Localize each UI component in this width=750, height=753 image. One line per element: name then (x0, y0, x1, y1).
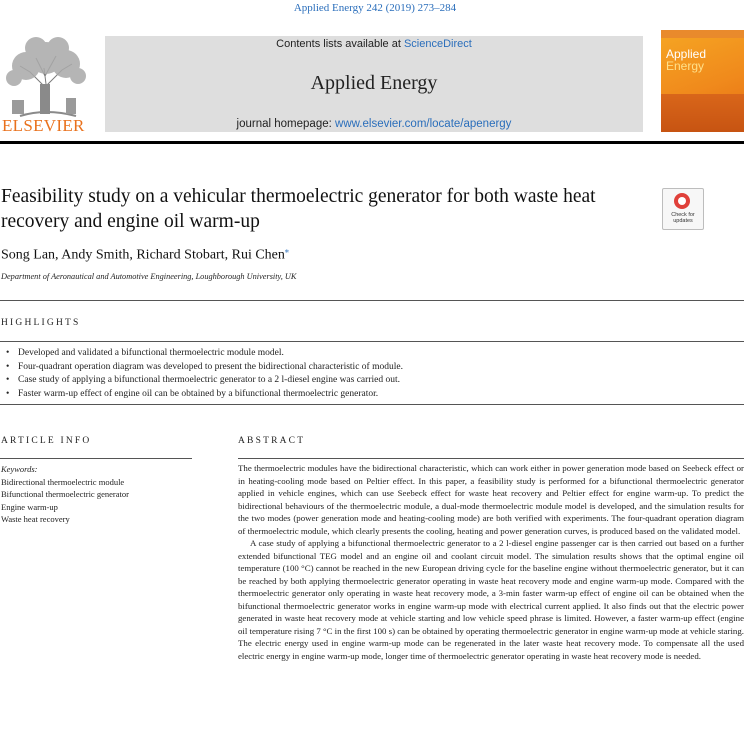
keywords-list (1, 476, 129, 525)
contents-prefix: Contents lists available at (276, 38, 404, 50)
keywords-label: Keywords: (1, 464, 38, 474)
sciencedirect-link[interactable]: ScienceDirect (403, 38, 472, 50)
journal-citation[interactable]: Applied Energy 242 (2019) 273–284 (293, 2, 457, 14)
divider-highlights-bottom (0, 341, 744, 342)
article-info-heading: ARTICLE INFO (1, 436, 92, 446)
divider-highlights-top (0, 300, 744, 301)
affiliation: Department of Aeronautical and Automotive Engineering, Loughborough University, UK (1, 272, 297, 281)
journal-cover-thumbnail[interactable] (661, 30, 744, 132)
elsevier-wordmark: ELSEVIER (2, 116, 85, 135)
highlights-heading: HIGHLIGHTS (1, 318, 81, 328)
contents-line (105, 38, 643, 50)
homepage-line (105, 118, 643, 130)
cover-title (666, 48, 706, 72)
cover-stripe (661, 94, 744, 132)
abstract-paragraph: The thermoelectric modules have the bidirectional characteristic, which can work either in power generation mode based on Seebeck effect or in heating-cooling mode based on Peltier effect. In this paper, a feasibility study is performed for a bifunctional thermoelectric generator applied in vehicle engines, which can use Seebeck effect for waste heat recovery and Peltier effect for engine warm-up. To predict the bidirectional behaviours of the thermoelectric module, a dual-mode thermoelectric module model is developed, and the simulation results for the two modes (power generation mode and heating-cooling mode) are both verified with experiments. The four-quadrant operation diagram of thermoelectric module, which clearly presents the cooling, heating and power generation curves, is produced based on the validated model. (238, 463, 744, 536)
journal-name: Applied Energy (310, 72, 438, 94)
author-list (1, 246, 289, 264)
keyword-item[interactable]: Bidirectional thermoelectric module (1, 477, 125, 487)
highlight-item: • Developed and validated a bifunctional thermoelectric module model. (6, 347, 741, 361)
divider-highlights-end (0, 404, 744, 405)
journal-homepage-link[interactable]: www.elsevier.com/locate/apenergy (335, 118, 512, 130)
abstract-body (238, 462, 744, 662)
keyword-item[interactable]: Bifunctional thermoelectric generator (1, 489, 129, 500)
corresponding-author-mark[interactable]: ⁎ (284, 246, 289, 255)
highlight-item: • Four-quadrant operation diagram was developed to present the bidirectional characteristic of module. (6, 361, 741, 375)
article-title: Feasibility study on a vehicular thermoelectric generator for both waste heat recovery and engine oil warm-up (1, 186, 596, 232)
highlights-list (6, 347, 741, 401)
cover-top-band (661, 30, 744, 38)
highlight-item: • Faster warm-up effect of engine oil can be obtained by a bifunctional thermoelectric generator. (6, 388, 741, 402)
divider-abstract (238, 458, 744, 459)
keyword-item[interactable]: Engine warm-up (1, 501, 58, 512)
highlight-item: • Case study of applying a bifunctional thermoelectric generator to a 2 l-diesel engine was carried out. (6, 374, 741, 388)
keyword-item[interactable]: Waste heat recovery (1, 513, 70, 524)
header-divider (0, 141, 744, 144)
homepage-prefix: journal homepage: (236, 118, 336, 130)
divider-article-info (0, 458, 192, 459)
crossmark-icon (674, 193, 690, 209)
abstract-heading: ABSTRACT (238, 436, 306, 446)
authors-names: Song Lan, Andy Smith, Richard Stobart, Rui Chen (1, 247, 285, 263)
cover-title-b: Energy (666, 59, 705, 73)
journal-header-box (105, 36, 643, 132)
check-for-updates-label: Check for updates (671, 212, 695, 224)
check-for-updates-button[interactable] (662, 188, 704, 230)
abstract-paragraph: A case study of applying a bifunctional thermoelectric generator to a 2 l-diesel engine passenger car is then carried out based on a further extended bifunctional TEG model and an engine oil and coolant circuit model. The simulation results shows that the optimal engine oil temperature (100 °C) cannot be reached in the new European driving cycle for the baseline engine without thermoelectric generator, but it can be reached by both applying thermoelectric generator operating in waste heat recovery mode and engine warm-up mode. Compared with the thermoelectric generator only operating in waste heat recovery mode, a 3-min faster warm-up effect of engine oil can be obtained when the bifunctional thermoelectric generator works in engine warm-up mode with electrical current applied. It also finds out that the electric power generated in waste heat recovery mode at vehicle starting and low vehicle speed phrase is limited. However, a faster warm-up effect (engine oil temperature rising 7 °C in the first 100 s) can be obtained by operating thermoelectric generator in engine warm-up mode at vehicle staring. The electric energy used in engine warm-up mode can be regenerated in the later waste heat recovery mode. To compensate all the used electric energy in engine warm-up mode, longer time of thermoelectric generator operating in waste heat recovery mode is needed. (238, 538, 744, 661)
cover-title-a: Applied (666, 47, 707, 61)
